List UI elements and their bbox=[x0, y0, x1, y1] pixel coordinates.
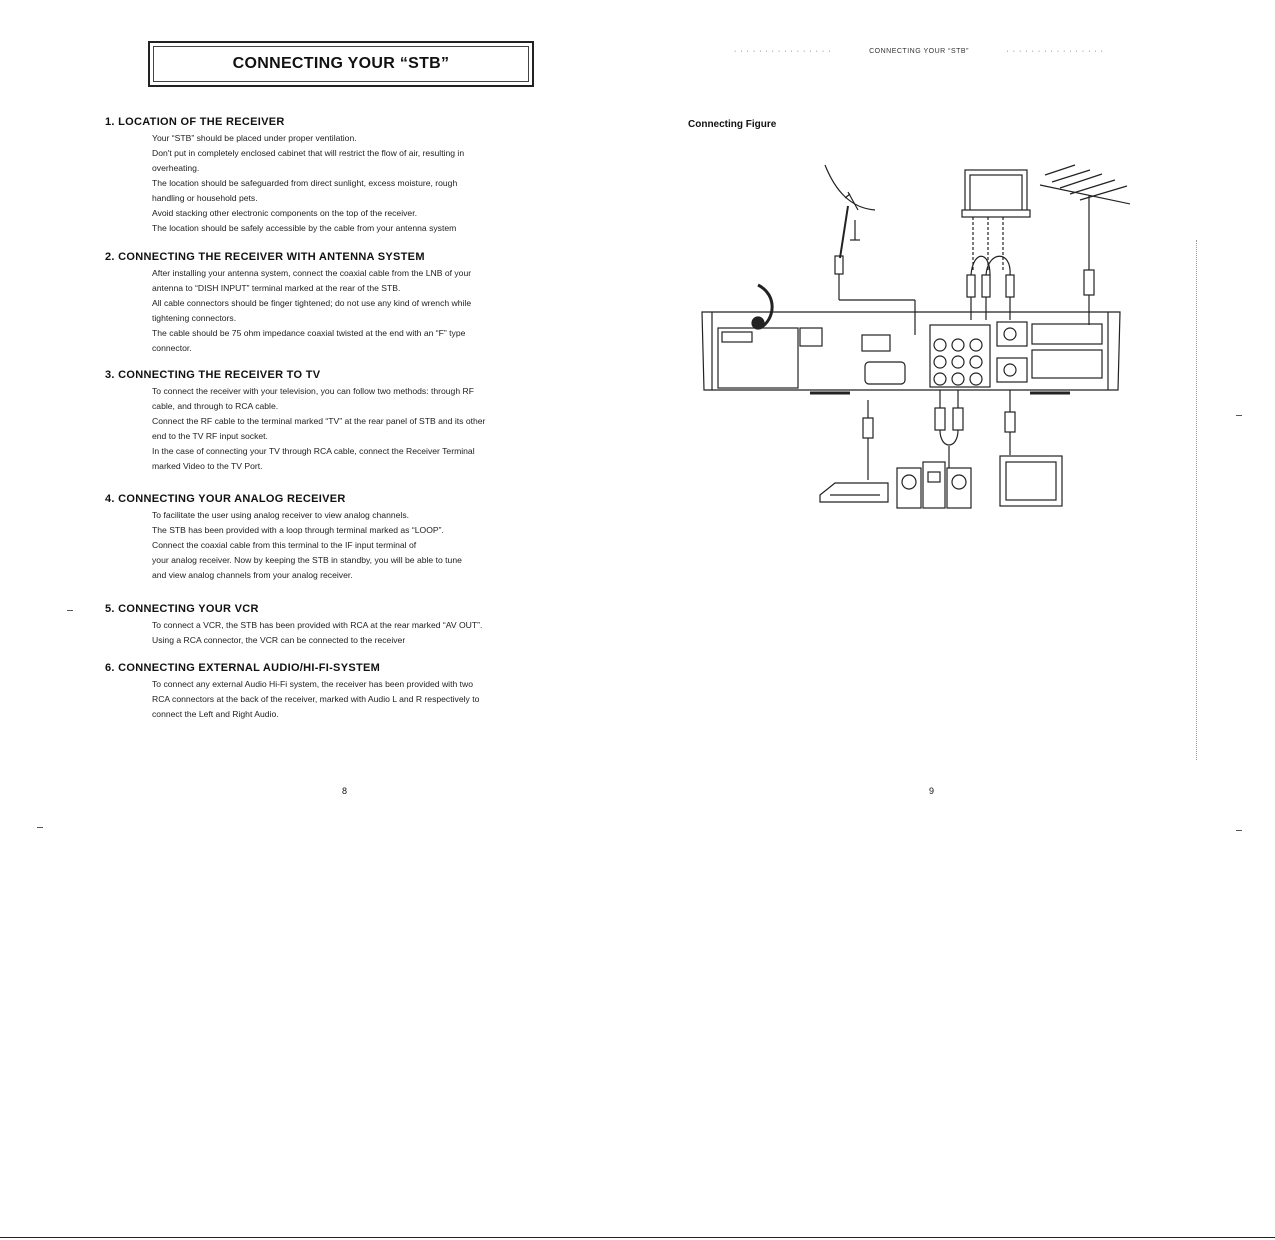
body-line: In the case of connecting your TV through RCA cable, connect the Receiver Terminal bbox=[152, 446, 475, 456]
television-icon bbox=[962, 170, 1030, 270]
edge-mark bbox=[67, 610, 73, 611]
section-location bbox=[105, 116, 605, 236]
header-dots-left: · · · · · · · · · · · · · · · · bbox=[734, 48, 832, 55]
body-line: RCA connectors at the back of the receiver, marked with Audio L and R respectively to bbox=[152, 694, 480, 704]
section-antenna bbox=[105, 251, 605, 356]
edge-line bbox=[1196, 240, 1197, 760]
body-line: After installing your antenna system, connect the coaxial cable from the LNB of your bbox=[152, 268, 472, 278]
title-box bbox=[148, 41, 534, 87]
body-line: antenna to “DISH INPUT” terminal marked at the rear of the STB. bbox=[152, 283, 401, 293]
satellite-dish-icon bbox=[825, 165, 915, 335]
section-body bbox=[152, 508, 605, 583]
body-line: The location should be safeguarded from direct sunlight, excess moisture, rough bbox=[152, 178, 458, 188]
header-dots-right: · · · · · · · · · · · · · · · · bbox=[1006, 48, 1104, 55]
body-line: tightening connectors. bbox=[152, 313, 237, 323]
section-heading: 2. CONNECTING THE RECEIVER WITH ANTENNA SYSTEM bbox=[105, 251, 425, 263]
section-heading: 3. CONNECTING THE RECEIVER TO TV bbox=[105, 369, 321, 381]
body-line: your analog receiver. Now by keeping the STB in standby, you will be able to tune bbox=[152, 555, 462, 565]
body-line: cable, and through to RCA cable. bbox=[152, 401, 279, 411]
running-header bbox=[734, 48, 1104, 55]
body-line: connect the Left and Right Audio. bbox=[152, 709, 279, 719]
body-line: To connect a VCR, the STB has been provided with RCA at the rear marked “AV OUT”. bbox=[152, 620, 483, 630]
body-line: and view analog channels from your analog receiver. bbox=[152, 570, 353, 580]
body-line: connector. bbox=[152, 343, 192, 353]
body-line: Connect the RF cable to the terminal marked “TV” at the rear panel of STB and its other bbox=[152, 416, 486, 426]
section-body bbox=[152, 266, 605, 356]
section-body bbox=[152, 677, 605, 722]
body-line: Using a RCA connector, the VCR can be connected to the receiver bbox=[152, 635, 406, 645]
body-line: Avoid stacking other electronic components on the top of the receiver. bbox=[152, 208, 417, 218]
television-icon bbox=[1000, 456, 1062, 506]
body-line: To connect the receiver with your television, you can follow two methods: through RF bbox=[152, 386, 474, 396]
running-header-text: CONNECTING YOUR “STB” bbox=[869, 48, 969, 55]
body-line: handling or household pets. bbox=[152, 193, 258, 203]
section-body bbox=[152, 384, 605, 474]
body-line: overheating. bbox=[152, 163, 200, 173]
edge-mark bbox=[1236, 415, 1242, 416]
body-line: end to the TV RF input socket. bbox=[152, 431, 268, 441]
connection-diagram bbox=[690, 150, 1130, 520]
body-line: To connect any external Audio Hi-Fi system, the receiver has been provided with two bbox=[152, 679, 473, 689]
section-heading: 1. LOCATION OF THE RECEIVER bbox=[105, 116, 285, 128]
lower-cables bbox=[863, 390, 1015, 480]
section-heading: 6. CONNECTING EXTERNAL AUDIO/HI-FI-SYSTEM bbox=[105, 662, 381, 674]
rca-cable-icon bbox=[967, 256, 1014, 320]
body-line: Don't put in completely enclosed cabinet that will restrict the flow of air, resulting in bbox=[152, 148, 465, 158]
section-body bbox=[152, 131, 605, 236]
section-body bbox=[152, 618, 605, 648]
terrestrial-antenna-icon bbox=[1040, 165, 1130, 325]
body-line: To facilitate the user using analog receiver to view analog channels. bbox=[152, 510, 410, 520]
hifi-system-icon bbox=[897, 462, 971, 508]
bottom-rule bbox=[0, 1237, 1275, 1238]
body-line: The cable should be 75 ohm impedance coaxial twisted at the end with an “F” type bbox=[152, 328, 466, 338]
section-heading: 5. CONNECTING YOUR VCR bbox=[105, 603, 259, 615]
body-line: The STB has been provided with a loop through terminal marked as “LOOP”. bbox=[152, 525, 444, 535]
page-number-left: 8 bbox=[342, 786, 348, 796]
section-vcr bbox=[105, 603, 605, 648]
section-heading: 4. CONNECTING YOUR ANALOG RECEIVER bbox=[105, 493, 346, 505]
edge-mark bbox=[37, 827, 43, 828]
vcr-icon bbox=[820, 483, 888, 502]
edge-mark bbox=[1236, 830, 1242, 831]
section-audio bbox=[105, 662, 605, 722]
section-tv bbox=[105, 369, 605, 474]
figure-label: Connecting Figure bbox=[688, 119, 777, 130]
page-number-right: 9 bbox=[929, 786, 935, 796]
section-analog bbox=[105, 493, 605, 583]
body-line: All cable connectors should be finger tightened; do not use any kind of wrench while bbox=[152, 298, 472, 308]
page-title: CONNECTING YOUR “STB” bbox=[232, 55, 450, 72]
body-line: marked Video to the TV Port. bbox=[152, 461, 263, 471]
body-line: Your “STB” should be placed under proper ventilation. bbox=[152, 133, 357, 143]
body-line: The location should be safely accessible by the cable from your antenna system bbox=[152, 223, 457, 233]
body-line: Connect the coaxial cable from this terminal to the IF input terminal of bbox=[152, 540, 417, 550]
